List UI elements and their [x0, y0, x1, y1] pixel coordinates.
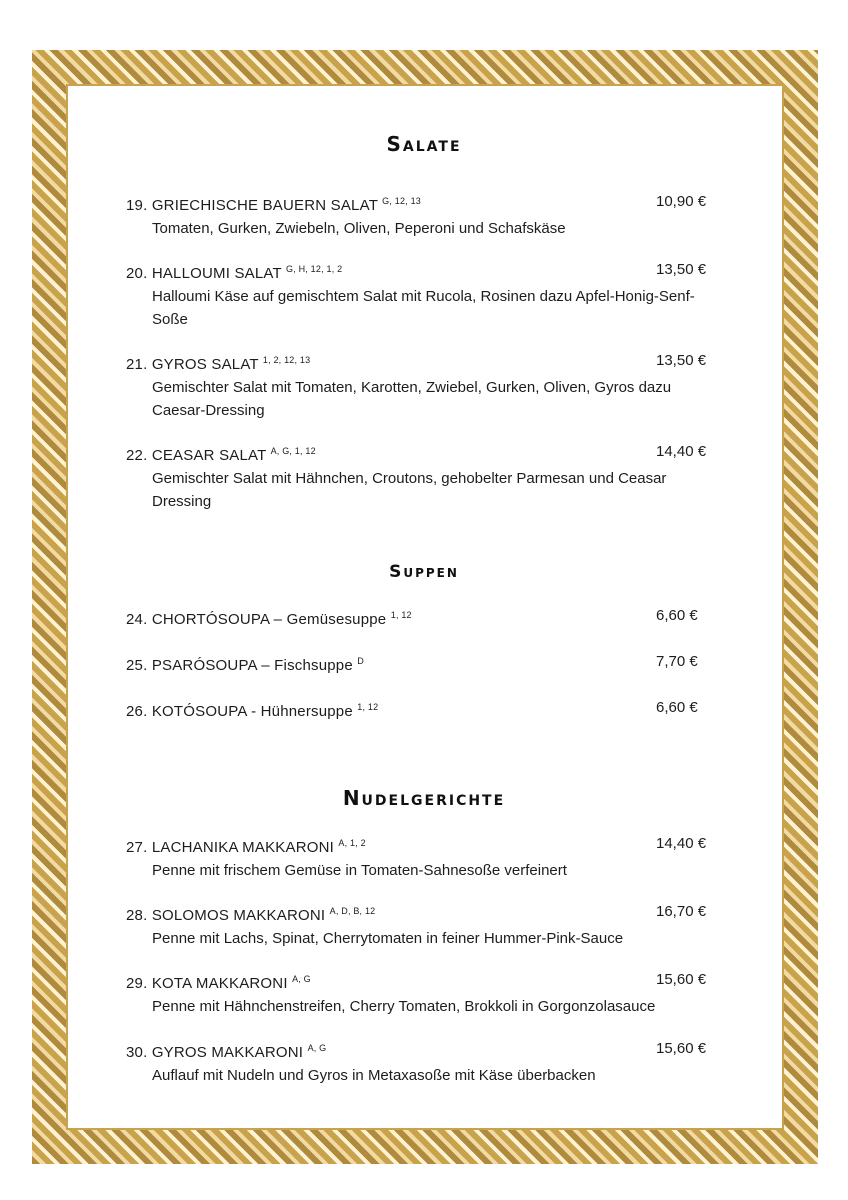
section-title-salate: Salate	[386, 132, 462, 156]
menu-item	[126, 968, 726, 1018]
item-price: 15,60 €	[656, 971, 707, 988]
item-description: Gemischter Salat mit Tomaten, Karotten, Zwiebel, Gurken, Oliven, Gyros dazu Caesar-Dressing	[152, 379, 672, 419]
item-name: 24. CHORTÓSOUPA – Gemüsesuppe	[126, 611, 387, 628]
menu-item	[126, 900, 726, 950]
menu-item	[126, 650, 726, 677]
item-description: Penne mit Lachs, Spinat, Cherrytomaten in feiner Hummer-Pink-Sauce	[152, 930, 624, 947]
allergen-codes: A, G, 1, 12	[270, 446, 316, 456]
menu-item	[126, 440, 726, 513]
allergen-codes: G, 12, 13	[382, 196, 421, 206]
allergen-codes: 1, 12	[390, 610, 412, 620]
section-title-nudelgerichte: Nudelgerichte	[342, 786, 506, 810]
item-description: Gemischter Salat mit Hähnchen, Croutons, gehobelter Parmesan und Ceasar Dressing	[152, 470, 667, 510]
menu-item	[126, 349, 726, 422]
item-name: 20. HALLOUMI SALAT	[126, 265, 282, 282]
item-name: 26. KOTÓSOUPA - Hühnersuppe	[126, 703, 353, 720]
item-price: 6,60 €	[656, 607, 698, 624]
item-name: 19. GRIECHISCHE BAUERN SALAT	[126, 197, 378, 214]
item-price: 7,70 €	[656, 653, 698, 670]
allergen-codes: 1, 12	[357, 702, 379, 712]
item-price: 13,50 €	[656, 261, 707, 278]
menu-item	[126, 832, 726, 882]
allergen-codes: 1, 2, 12, 13	[262, 355, 311, 365]
item-name: 30. GYROS MAKKARONI	[126, 1044, 304, 1061]
item-description: Tomaten, Gurken, Zwiebeln, Oliven, Peperoni und Schafskäse	[152, 220, 566, 237]
allergen-codes: A, G	[292, 974, 311, 984]
item-name: 21. GYROS SALAT	[126, 356, 259, 373]
section-title-suppen: Suppen	[389, 562, 459, 582]
item-price: 14,40 €	[656, 835, 707, 852]
item-price: 14,40 €	[656, 443, 707, 460]
item-description: Halloumi Käse auf gemischtem Salat mit Rucola, Rosinen dazu Apfel-Honig-Senf-Soße	[152, 288, 695, 328]
item-name: 27. LACHANIKA MAKKARONI	[126, 839, 335, 856]
allergen-codes: G, H, 12, 1, 2	[285, 264, 343, 274]
item-price: 13,50 €	[656, 352, 707, 369]
item-name: 22. CEASAR SALAT	[126, 447, 267, 464]
menu-item	[126, 1037, 726, 1087]
menu-item	[126, 190, 726, 240]
item-price: 15,60 €	[656, 1040, 707, 1057]
allergen-codes: D	[357, 656, 364, 666]
allergen-codes: A, D, B, 12	[329, 906, 376, 916]
item-name: 29. KOTA MAKKARONI	[126, 975, 288, 992]
item-price: 6,60 €	[656, 699, 698, 716]
item-price: 10,90 €	[656, 193, 707, 210]
item-description: Auflauf mit Nudeln und Gyros in Metaxasoße mit Käse überbacken	[152, 1067, 596, 1084]
menu-item	[126, 258, 726, 331]
item-price: 16,70 €	[656, 903, 707, 920]
menu-item	[126, 696, 726, 723]
item-name: 25. PSARÓSOUPA – Fischsuppe	[126, 657, 353, 674]
allergen-codes: A, G	[307, 1043, 327, 1053]
item-description: Penne mit Hähnchenstreifen, Cherry Tomaten, Brokkoli in Gorgonzolasauce	[152, 998, 656, 1015]
item-description: Penne mit frischem Gemüse in Tomaten-Sahnesoße verfeinert	[152, 862, 567, 879]
menu-item	[126, 604, 726, 631]
allergen-codes: A, 1, 2	[338, 838, 366, 848]
item-name: 28. SOLOMOS MAKKARONI	[126, 907, 326, 924]
